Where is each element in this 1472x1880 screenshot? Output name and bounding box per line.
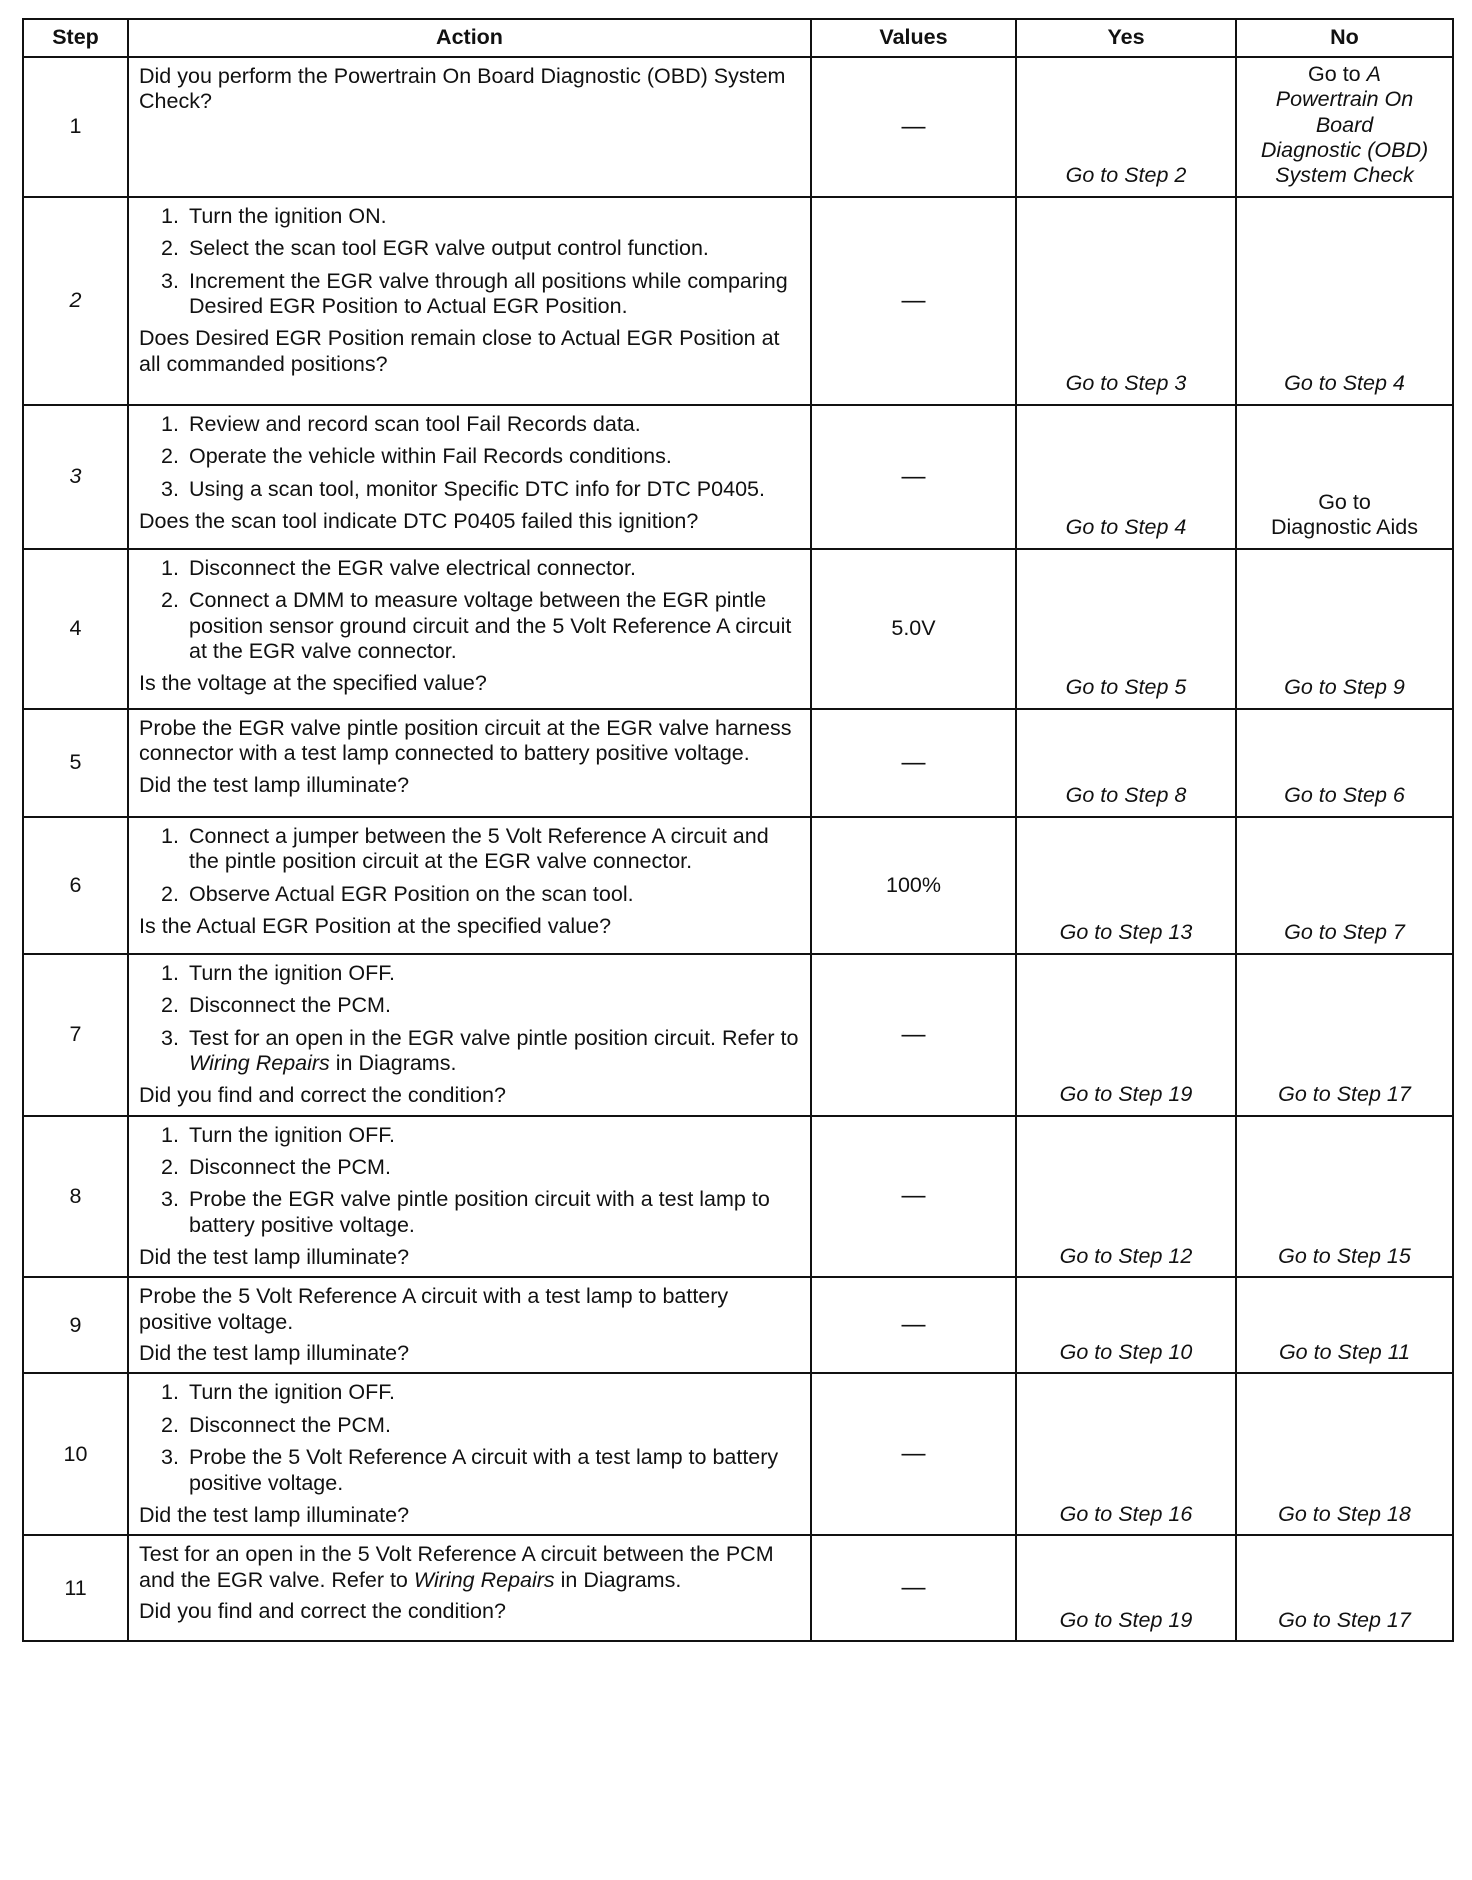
action-step-item — [161, 1380, 802, 1405]
value-cell — [811, 1373, 1016, 1535]
action-step-number: 3. — [161, 1187, 179, 1212]
action-step-text: Connect a jumper between the 5 Volt Reference A circuit and the pintle position circuit at the EGR valve connector. — [189, 823, 769, 874]
value-cell — [811, 549, 1016, 709]
action-step-text: Operate the vehicle within Fail Records conditions. — [189, 444, 672, 469]
action-instruction: Test for an open in the 5 Volt Reference A circuit between the PCM and the EGR valve. Refer to Wiring Repairs in Diagrams. — [139, 1542, 774, 1592]
no-cell — [1236, 197, 1453, 405]
action-question: Did the test lamp illuminate? — [139, 1341, 410, 1366]
action-question: Did you find and correct the condition? — [139, 1598, 506, 1623]
table-row — [23, 197, 1453, 405]
step-cell — [23, 1535, 128, 1641]
no-link[interactable] — [1243, 62, 1446, 189]
yes-cell — [1016, 817, 1236, 954]
table-row — [23, 405, 1453, 549]
action-steps-list — [139, 824, 802, 907]
value-text: — — [901, 1020, 926, 1048]
action-step-item — [161, 1155, 802, 1180]
no-link[interactable]: Go to Step 4 — [1284, 371, 1405, 396]
action-steps-list — [139, 1123, 802, 1238]
action-step-text: Probe the EGR valve pintle position circuit with a test lamp to battery positive voltage. — [189, 1187, 770, 1237]
action-step-number: 2. — [161, 1412, 179, 1437]
action-step-text: Turn the ignition ON. — [189, 203, 387, 228]
step-number: 11 — [64, 1575, 87, 1600]
action-step-number: 1. — [161, 555, 179, 580]
step-number: 5 — [69, 750, 82, 775]
no-link[interactable]: Go to Step 6 — [1284, 783, 1405, 808]
yes-cell — [1016, 954, 1236, 1116]
action-step-item — [161, 824, 802, 875]
step-cell — [23, 197, 128, 405]
yes-link[interactable]: Go to Step 16 — [1059, 1501, 1193, 1526]
action-steps-list — [139, 1380, 802, 1495]
diagnostic-table — [22, 18, 1454, 1642]
no-link[interactable]: Go to Step 9 — [1284, 675, 1405, 700]
no-link-line: Powertrain On — [1275, 87, 1414, 112]
yes-cell — [1016, 1277, 1236, 1373]
action-step-number: 3. — [161, 1445, 179, 1470]
table-row — [23, 817, 1453, 954]
no-cell — [1236, 1373, 1453, 1535]
action-step-item — [161, 1026, 802, 1077]
step-cell — [23, 405, 128, 549]
action-step-text: Disconnect the PCM. — [189, 993, 391, 1018]
value-text: 5.0V — [891, 616, 936, 641]
action-step-item — [161, 269, 802, 320]
action-cell — [128, 709, 811, 817]
action-step-item — [161, 444, 802, 469]
no-cell — [1236, 1535, 1453, 1641]
step-cell — [23, 817, 128, 954]
no-cell — [1236, 709, 1453, 817]
value-text: — — [901, 1182, 926, 1210]
no-link[interactable]: Go to Step 18 — [1278, 1501, 1411, 1526]
action-step-number: 2. — [161, 1154, 179, 1179]
yes-link[interactable]: Go to Step 19 — [1059, 1082, 1193, 1107]
value-text: — — [901, 748, 926, 776]
header-yes: Yes — [1016, 19, 1236, 57]
action-question: Did the test lamp illuminate? — [139, 1245, 410, 1270]
action-steps-list — [139, 556, 802, 664]
yes-link[interactable]: Go to Step 2 — [1065, 163, 1187, 188]
action-step-number: 2. — [161, 881, 179, 906]
step-number: 4 — [69, 616, 82, 641]
step-cell — [23, 709, 128, 817]
no-link[interactable]: Go to Step 11 — [1278, 1340, 1411, 1365]
action-step-item — [161, 993, 802, 1018]
yes-cell — [1016, 709, 1236, 817]
yes-cell — [1016, 1535, 1236, 1641]
action-cell — [128, 954, 811, 1116]
action-step-item — [161, 1445, 802, 1496]
yes-cell — [1016, 57, 1236, 197]
no-cell — [1236, 549, 1453, 709]
no-link[interactable] — [1243, 490, 1446, 541]
step-cell — [23, 1116, 128, 1278]
action-step-number: 1. — [161, 1380, 179, 1405]
step-number: 3 — [69, 464, 82, 489]
action-question: Does Desired EGR Position remain close to Actual EGR Position at all commanded positions? — [139, 326, 780, 376]
no-link[interactable]: Go to Step 15 — [1278, 1244, 1411, 1269]
action-cell — [128, 57, 811, 197]
action-step-number: 2. — [161, 444, 179, 469]
action-step-item — [161, 588, 802, 664]
action-question: Did the test lamp illuminate? — [139, 772, 410, 797]
action-step-text: Disconnect the PCM. — [189, 1412, 391, 1437]
action-step-number: 3. — [161, 268, 179, 293]
action-step-item — [161, 882, 802, 907]
value-text: — — [901, 286, 926, 314]
action-question: Does the scan tool indicate DTC P0405 failed this ignition? — [139, 508, 699, 533]
value-text: — — [901, 112, 926, 140]
action-step-text: Using a scan tool, monitor Specific DTC info for DTC P0405. — [189, 476, 765, 501]
no-cell — [1236, 405, 1453, 549]
action-step-text: Connect a DMM to measure voltage between the EGR pintle position sensor ground circuit and the 5 Volt Reference A circuit at the EGR valve connector. — [189, 588, 792, 663]
step-cell — [23, 954, 128, 1116]
action-step-text: Disconnect the EGR valve electrical connector. — [189, 555, 636, 580]
table-row — [23, 1535, 1453, 1641]
no-link-line: Board — [1315, 112, 1374, 137]
action-step-item — [161, 1413, 802, 1438]
yes-link[interactable]: Go to Step 4 — [1065, 515, 1187, 540]
value-cell — [811, 1277, 1016, 1373]
header-action: Action — [128, 19, 811, 57]
action-step-number: 1. — [161, 960, 179, 985]
action-step-text: Turn the ignition OFF. — [189, 1380, 395, 1405]
action-step-item — [161, 204, 802, 229]
yes-link[interactable]: Go to Step 3 — [1065, 371, 1187, 396]
value-cell — [811, 954, 1016, 1116]
value-cell — [811, 405, 1016, 549]
yes-link[interactable]: Go to Step 12 — [1059, 1244, 1193, 1269]
action-step-text: Turn the ignition OFF. — [189, 960, 395, 985]
value-cell — [811, 817, 1016, 954]
action-step-item — [161, 1187, 802, 1238]
no-cell — [1236, 1277, 1453, 1373]
step-cell — [23, 1277, 128, 1373]
action-cell — [128, 405, 811, 549]
value-text: 100% — [886, 872, 941, 897]
action-step-item — [161, 1123, 802, 1148]
action-cell — [128, 1277, 811, 1373]
no-link-line: System Check — [1275, 163, 1414, 188]
yes-link[interactable]: Go to Step 19 — [1059, 1607, 1193, 1632]
step-cell — [23, 1373, 128, 1535]
action-step-number: 1. — [161, 411, 179, 436]
step-number: 8 — [69, 1183, 82, 1208]
step-number: 10 — [63, 1441, 88, 1466]
yes-cell — [1016, 1116, 1236, 1278]
yes-cell — [1016, 405, 1236, 549]
value-text: — — [901, 1574, 926, 1602]
no-link-line: Diagnostic (OBD) — [1260, 138, 1429, 163]
action-steps-list — [139, 961, 802, 1076]
yes-cell — [1016, 197, 1236, 405]
value-cell — [811, 1116, 1016, 1278]
table-row — [23, 57, 1453, 197]
action-question: Did the test lamp illuminate? — [139, 1502, 410, 1527]
action-instruction: Probe the 5 Volt Reference A circuit with a test lamp to battery positive voltage. — [139, 1284, 729, 1334]
action-question: Did you find and correct the condition? — [139, 1083, 506, 1108]
action-step-number: 1. — [161, 823, 179, 848]
action-step-text: Observe Actual EGR Position on the scan tool. — [189, 881, 634, 906]
header-step: Step — [23, 19, 128, 57]
action-cell — [128, 549, 811, 709]
action-step-text: Review and record scan tool Fail Records data. — [189, 411, 641, 436]
no-link[interactable]: Go to Step 17 — [1278, 1607, 1411, 1632]
step-number: 7 — [69, 1022, 82, 1047]
no-link[interactable]: Go to Step 17 — [1278, 1082, 1411, 1107]
action-step-text: Increment the EGR valve through all positions while comparing Desired EGR Position to Actual EGR Position. — [189, 268, 788, 318]
action-cell — [128, 817, 811, 954]
no-cell — [1236, 1116, 1453, 1278]
action-step-text: Disconnect the PCM. — [189, 1154, 391, 1179]
header-values: Values — [811, 19, 1016, 57]
no-link-line: Diagnostic Aids — [1271, 515, 1418, 540]
action-question: Is the Actual EGR Position at the specified value? — [139, 913, 612, 938]
no-link-line: Go to A — [1308, 62, 1381, 86]
no-cell — [1236, 817, 1453, 954]
action-step-text: Select the scan tool EGR valve output control function. — [189, 236, 709, 261]
action-step-text: Test for an open in the EGR valve pintle position circuit. Refer to Wiring Repairs in Diagrams. — [189, 1025, 799, 1075]
step-number: 9 — [69, 1312, 82, 1337]
yes-cell — [1016, 1373, 1236, 1535]
action-step-item — [161, 412, 802, 437]
yes-cell — [1016, 549, 1236, 709]
yes-link[interactable]: Go to Step 8 — [1065, 783, 1187, 808]
action-instruction: Did you perform the Powertrain On Board Diagnostic (OBD) System Check? — [139, 64, 786, 114]
action-instruction: Probe the EGR valve pintle position circuit at the EGR valve harness connector with a test lamp connected to battery positive voltage. — [139, 715, 792, 766]
yes-link[interactable]: Go to Step 5 — [1065, 675, 1187, 700]
action-step-number: 1. — [161, 1122, 179, 1147]
no-cell — [1236, 954, 1453, 1116]
action-step-number: 1. — [161, 203, 179, 228]
action-step-item — [161, 236, 802, 261]
step-cell — [23, 57, 128, 197]
no-cell — [1236, 57, 1453, 197]
action-step-item — [161, 961, 802, 986]
value-text: — — [901, 1311, 926, 1339]
action-step-item — [161, 477, 802, 502]
action-cell — [128, 1535, 811, 1641]
table-row — [23, 1373, 1453, 1535]
action-step-number: 2. — [161, 588, 179, 613]
yes-link[interactable]: Go to Step 10 — [1059, 1340, 1193, 1365]
action-cell — [128, 1373, 811, 1535]
table-row — [23, 1277, 1453, 1373]
action-step-number: 3. — [161, 476, 179, 501]
table-row — [23, 709, 1453, 817]
diagnostic-table-page — [22, 18, 1452, 1642]
step-cell — [23, 549, 128, 709]
action-cell — [128, 1116, 811, 1278]
no-link[interactable]: Go to Step 7 — [1284, 920, 1405, 945]
header-no: No — [1236, 19, 1453, 57]
table-row — [23, 1116, 1453, 1278]
action-step-text: Turn the ignition OFF. — [189, 1122, 395, 1147]
action-steps-list — [139, 204, 802, 319]
step-number: 6 — [69, 872, 82, 897]
action-step-text: Probe the 5 Volt Reference A circuit with a test lamp to battery positive voltage. — [189, 1445, 779, 1495]
value-text: — — [901, 1440, 926, 1468]
action-step-number: 3. — [161, 1025, 179, 1050]
action-step-number: 2. — [161, 993, 179, 1018]
action-step-item — [161, 556, 802, 581]
step-number: 2 — [69, 288, 82, 313]
no-link-line: Go to — [1318, 490, 1371, 515]
value-cell — [811, 709, 1016, 817]
table-row — [23, 954, 1453, 1116]
yes-link[interactable]: Go to Step 13 — [1059, 920, 1193, 945]
action-cell — [128, 197, 811, 405]
step-number: 1 — [69, 114, 82, 139]
table-body — [23, 57, 1453, 1641]
action-step-number: 2. — [161, 236, 179, 261]
value-cell — [811, 57, 1016, 197]
header-row — [23, 19, 1453, 57]
value-text: — — [901, 462, 926, 490]
value-cell — [811, 197, 1016, 405]
action-steps-list — [139, 412, 802, 502]
value-cell — [811, 1535, 1016, 1641]
action-question: Is the voltage at the specified value? — [139, 671, 487, 696]
table-row — [23, 549, 1453, 709]
